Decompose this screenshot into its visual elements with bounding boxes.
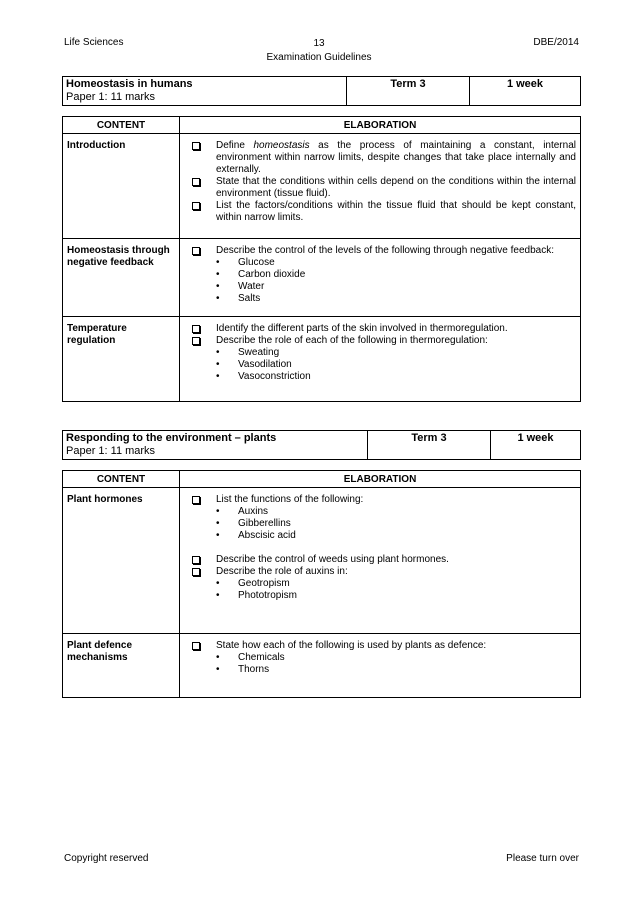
topic-term: Term 3 xyxy=(368,431,491,460)
topic-header-1 xyxy=(62,76,581,106)
objective-item: Identify the different parts of the skin involved in thermoregulation. xyxy=(186,323,576,335)
topic-paper: Paper 1: 11 marks xyxy=(66,91,156,103)
bullet-item: • Vasoconstriction xyxy=(186,371,576,383)
bullet-item: • Gibberellins xyxy=(186,518,576,530)
elaboration-cell xyxy=(180,634,581,698)
elaboration-cell xyxy=(180,239,581,317)
footer-copyright: Copyright reserved xyxy=(64,853,149,864)
objective-item: Describe the role of each of the following in thermoregulation: xyxy=(186,335,576,347)
content-table-body xyxy=(63,488,581,698)
topic-header-2 xyxy=(62,430,581,460)
elaboration-cell xyxy=(180,488,581,634)
content-row xyxy=(63,134,581,239)
col-header-content: CONTENT xyxy=(63,471,180,488)
topic-duration: 1 week xyxy=(491,431,581,460)
content-cell: Introduction xyxy=(63,134,180,239)
bullet-item: • Sweating xyxy=(186,347,576,359)
objective-item: List the functions of the following: xyxy=(186,494,576,506)
objective-item: State how each of the following is used by plants as defence: xyxy=(186,640,576,652)
content-table-1 xyxy=(62,116,581,402)
col-header-elaboration: ELABORATION xyxy=(180,471,581,488)
content-cell: Temperature regulation xyxy=(63,317,180,402)
footer-turn-over: Please turn over xyxy=(506,853,579,864)
topic-title: Homeostasis in humans xyxy=(66,78,193,90)
elaboration-cell xyxy=(180,317,581,402)
bullet-item: • Carbon dioxide xyxy=(186,269,576,281)
objective-item: Describe the control of weeds using plant hormones. xyxy=(186,554,576,566)
bullet-item: • Thorns xyxy=(186,664,576,676)
topic-title-cell xyxy=(63,431,368,460)
content-row xyxy=(63,634,581,698)
objective-item: State that the conditions within cells depend on the conditions within the internal environment (tissue fluid). xyxy=(186,176,576,200)
content-cell: Homeostasis through negative feedback xyxy=(63,239,180,317)
bullet-item: • Phototropism xyxy=(186,590,576,602)
content-row xyxy=(63,488,581,634)
bullet-item: • Glucose xyxy=(186,257,576,269)
content-cell: Plant hormones xyxy=(63,488,180,634)
bullet-item: • Salts xyxy=(186,293,576,305)
objective-item: Describe the control of the levels of the following through negative feedback: xyxy=(186,245,576,257)
spacer xyxy=(186,542,576,554)
content-table-2 xyxy=(62,470,581,698)
objective-item: Describe the role of auxins in: xyxy=(186,566,576,578)
topic-term: Term 3 xyxy=(347,77,470,106)
header-doc-title: Examination Guidelines xyxy=(266,52,372,63)
bullet-item: • Chemicals xyxy=(186,652,576,664)
col-header-elaboration: ELABORATION xyxy=(180,117,581,134)
content-row xyxy=(63,239,581,317)
header-page-number: 13 xyxy=(313,38,325,49)
elaboration-cell xyxy=(180,134,581,239)
content-row xyxy=(63,317,581,402)
objective-item: List the factors/conditions within the tissue fluid that should be kept constant, within narrow limits. xyxy=(186,200,576,224)
bullet-item: • Geotropism xyxy=(186,578,576,590)
topic-title: Responding to the environment – plants xyxy=(66,432,277,444)
objective-item: Define homeostasis as the process of maintaining a constant, internal environment within narrow limits, despite changes that take place internally and externally. xyxy=(186,140,576,176)
bullet-item: • Abscisic acid xyxy=(186,530,576,542)
topic-duration: 1 week xyxy=(470,77,581,106)
header-code: DBE/2014 xyxy=(533,37,579,48)
topic-paper: Paper 1: 11 marks xyxy=(66,445,156,457)
content-table-body xyxy=(63,134,581,402)
bullet-item: • Water xyxy=(186,281,576,293)
bullet-item: • Vasodilation xyxy=(186,359,576,371)
content-cell: Plant defence mechanisms xyxy=(63,634,180,698)
bullet-item: • Auxins xyxy=(186,506,576,518)
col-header-content: CONTENT xyxy=(63,117,180,134)
header-subject: Life Sciences xyxy=(64,37,124,48)
topic-title-cell xyxy=(63,77,347,106)
